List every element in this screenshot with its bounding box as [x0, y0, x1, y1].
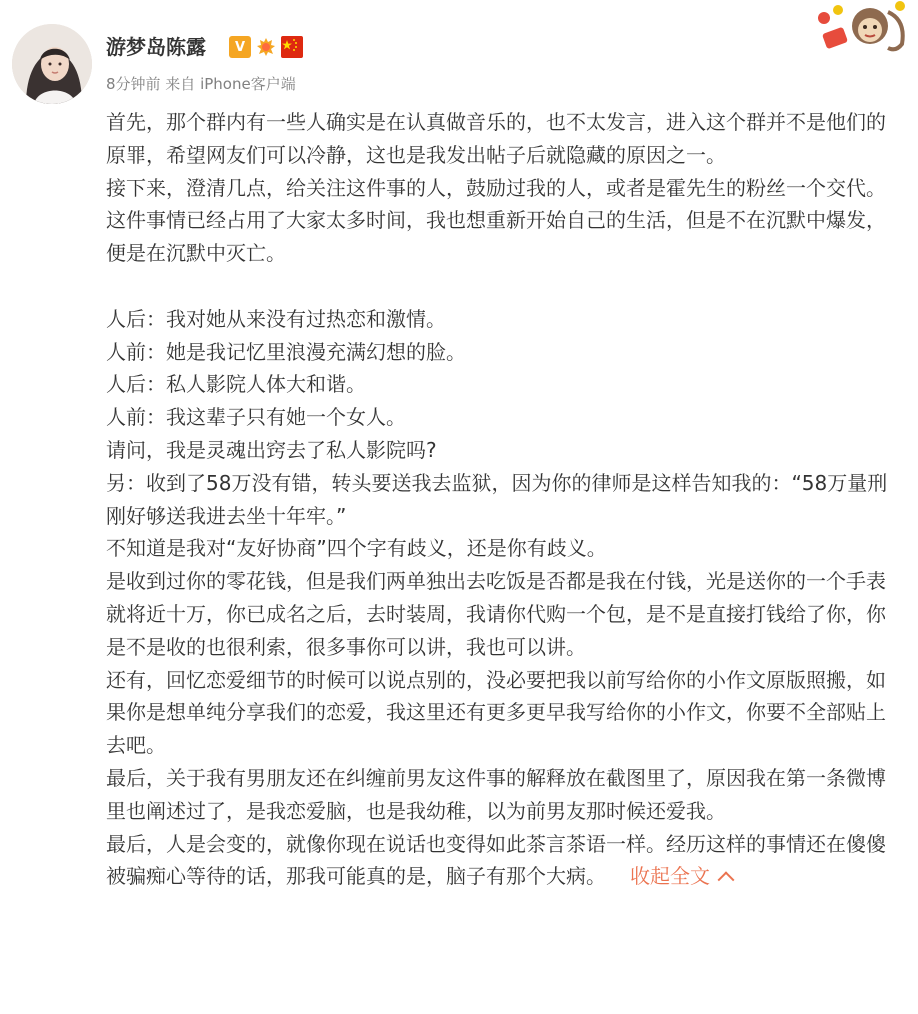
paragraph-last — [106, 828, 888, 894]
paragraph: 是收到过你的零花钱，但是我们两单独出去吃饭是否都是我在付钱，光是送你的一个手表就将近十万，你已成名之后，去时装周，我请你代购一个包，是不是直接打钱给了你，你是不是收的也很利索，很多事你可以讲，我也可以讲。 — [106, 569, 886, 659]
author-name[interactable]: 游梦岛陈露 — [106, 35, 206, 59]
paragraph: 接下来，澄清几点，给关注这件事的人，鼓励过我的人，或者是霍先生的粉丝一个交代。 — [106, 175, 886, 200]
paragraph: 首先，那个群内有一些人确实是在认真做音乐的，也不太发言，进入这个群并不是他们的原罪，希望网友们可以冷静，这也是我发出帖子后就隐藏的原因之一。 — [106, 110, 886, 167]
paragraph: 人前：她是我记忆里浪漫充满幻想的脸。 — [106, 339, 466, 364]
last-line-text: 最后，人是会变的，就像你现在说话也变得如此茶言茶语一样。经历这样的事情还在傻傻被骗痴心等待的话，那我可能真的是，脑子有那个大病。 — [106, 831, 886, 889]
paragraph: 这件事情已经占用了大家太多时间，我也想重新开始自己的生活，但是不在沉默中爆发，便是在沉默中灭亡。 — [106, 208, 886, 266]
paragraph: 人后：私人影院人体大和谐。 — [106, 372, 366, 397]
paragraph: 最后，关于我有男朋友还在纠缠前男友这件事的解释放在截图里了，原因我在第一条微博里也阐述过了，是我恋爱脑，也是我幼稚，以为前男友那时候还爱我。 — [106, 765, 886, 823]
collapse-label: 收起全文 — [630, 864, 710, 889]
paragraph: 请问，我是灵魂出窍去了私人影院吗? — [106, 437, 437, 462]
paragraph-gap — [106, 270, 888, 303]
verified-icon[interactable]: V — [229, 36, 251, 58]
paragraph: 不知道是我对“友好协商”四个字有歧义，还是你有歧义。 — [106, 536, 607, 561]
paragraph: 人前：我这辈子只有她一个女人。 — [106, 405, 406, 430]
post-meta: 8分钟前 来自 iPhone客户端 — [106, 75, 296, 93]
paragraph: 人后：我对她从来没有过热恋和激情。 — [106, 306, 446, 331]
collapse-button[interactable] — [630, 864, 732, 888]
paragraph: 另：收到了58万没有错，转头要送我去监狱，因为你的律师是这样告知我的：“58万量刑刚好够送我进去坐十年牢。” — [106, 470, 888, 528]
avatar-image — [12, 24, 92, 104]
china-flag-icon[interactable] — [281, 36, 303, 58]
author-badges — [229, 36, 303, 58]
paragraph: 还有，回忆恋爱细节的时候可以说点别的，没必要把我以前写给你的小作文原版照搬，如果你是想单纯分享我们的恋爱，我这里还有更多更早我写给你的小作文，你要不全部贴上去吧。 — [106, 667, 886, 758]
post-content — [106, 106, 888, 893]
avatar[interactable] — [12, 24, 92, 104]
fan-badge-icon[interactable] — [255, 36, 277, 58]
chevron-up-icon — [718, 872, 735, 889]
monkey-decoration-icon — [808, 0, 914, 56]
